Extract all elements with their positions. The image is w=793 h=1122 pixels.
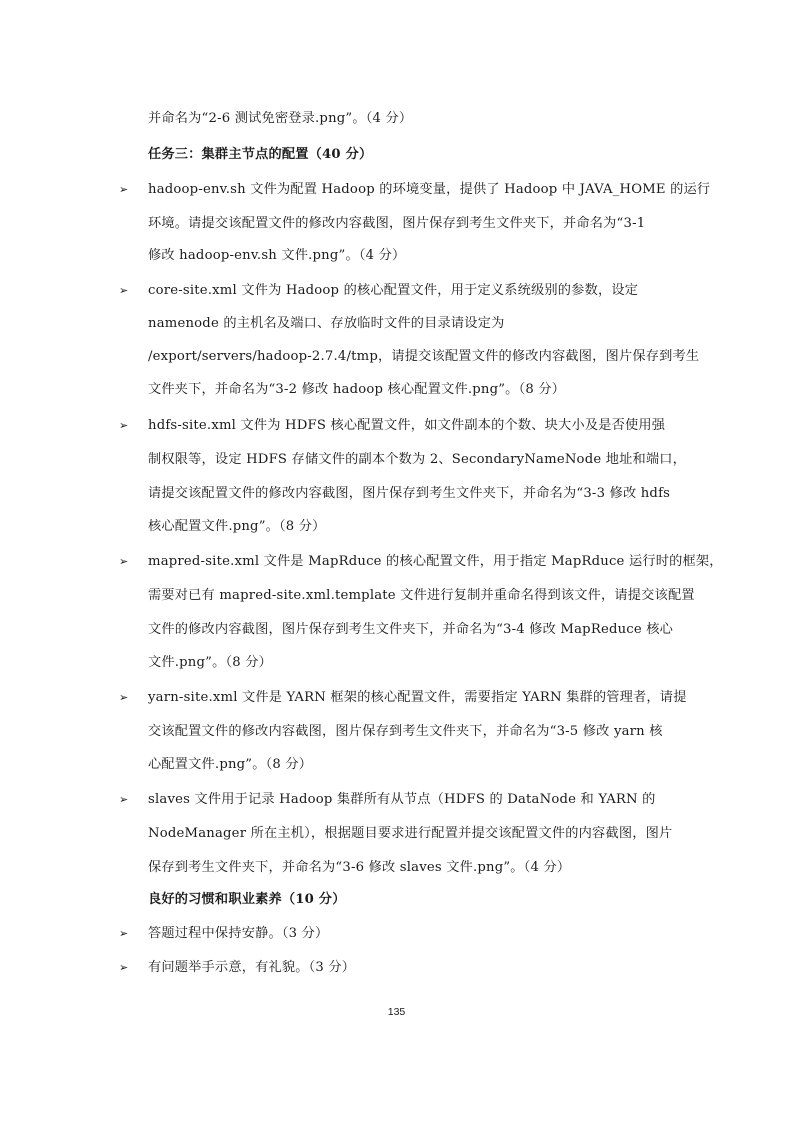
bullet-arrow-icon: ➢ [119, 419, 129, 432]
bullet-arrow-icon: ➢ [119, 691, 129, 704]
text-line: mapred-site.xml 文件是 MapRduce 的核心配置文件，用于指定 MapRduce 运行时的框架， [148, 554, 723, 569]
text-line: 环境。请提交该配置文件的修改内容截图，图片保存到考生文件夹下，并命名为“3-1 [148, 216, 646, 231]
text-line: hadoop-env.sh 文件为配置 Hadoop 的环境变量，提供了 Hadoop 中 JAVA_HOME 的运行 [148, 182, 711, 197]
text-line: core-site.xml 文件为 Hadoop 的核心配置文件，用于定义系统级别的参数，设定 [148, 283, 639, 298]
bullet-arrow-icon: ➢ [119, 555, 129, 568]
text-line: /export/servers/hadoop-2.7.4/tmp，请提交该配置文件的修改内容截图，图片保存到考生 [148, 349, 700, 364]
text-line: 文件的修改内容截图，图片保存到考生文件夹下，并命名为“3-4 修改 MapReduce 核心 [148, 622, 674, 637]
text-line: 修改 hadoop-env.sh 文件.png”。（4 分） [148, 248, 406, 263]
text-line: 答题过程中保持安静。（3 分） [148, 926, 329, 941]
text-line: slaves 文件用于记录 Hadoop 集群所有从节点（HDFS 的 DataNode 和 YARN 的 [148, 792, 656, 807]
text-line: 请提交该配置文件的修改内容截图，图片保存到考生文件夹下，并命名为“3-3 修改 hdfs [148, 486, 671, 501]
bullet-arrow-icon: ➢ [119, 927, 129, 940]
bullet-arrow-icon: ➢ [119, 284, 129, 297]
text-line: 保存到考生文件夹下，并命名为“3-6 修改 slaves 文件.png”。（4 分） [148, 860, 571, 875]
text-line: 交该配置文件的修改内容截图，图片保存到考生文件夹下，并命名为“3-5 修改 yarn 核 [148, 724, 663, 739]
text-line: 心配置文件.png”。（8 分） [148, 757, 313, 772]
bullet-arrow-icon: ➢ [119, 961, 129, 974]
text-line: NodeManager 所在主机），根据题目要求进行配置并提交该配置文件的内容截图，图片 [148, 826, 673, 841]
text-line: yarn-site.xml 文件是 YARN 框架的核心配置文件，需要指定 YARN 集群的管理者，请提 [148, 690, 687, 705]
text-line: 需要对已有 mapred-site.xml.template 文件进行复制并重命名得到该文件，请提交该配置 [148, 588, 695, 603]
text-line: 文件.png”。（8 分） [148, 655, 273, 670]
section-heading-task3: 任务三：集群主节点的配置（40 分） [148, 147, 373, 162]
bullet-arrow-icon: ➢ [119, 183, 129, 196]
text-line: 有问题举手示意，有礼貌。（3 分） [148, 960, 356, 975]
text-line: 并命名为“2-6 测试免密登录.png”。（4 分） [148, 111, 413, 126]
text-line: hdfs-site.xml 文件为 HDFS 核心配置文件，如文件副本的个数、块大小及是否使用强 [148, 418, 666, 433]
text-line: namenode 的主机名及端口、存放临时文件的目录请设定为 [148, 316, 505, 331]
section-heading-habits: 良好的习惯和职业素养（10 分） [148, 892, 346, 907]
text-line: 制权限等，设定 HDFS 存储文件的副本个数为 2、SecondaryNameNode 地址和端口， [148, 452, 687, 467]
text-line: 核心配置文件.png”。（8 分） [148, 519, 326, 534]
text-line: 文件夹下，并命名为“3-2 修改 hadoop 核心配置文件.png”。（8 分） [148, 382, 566, 397]
page-number: 135 [387, 1006, 406, 1018]
bullet-arrow-icon: ➢ [119, 793, 129, 806]
